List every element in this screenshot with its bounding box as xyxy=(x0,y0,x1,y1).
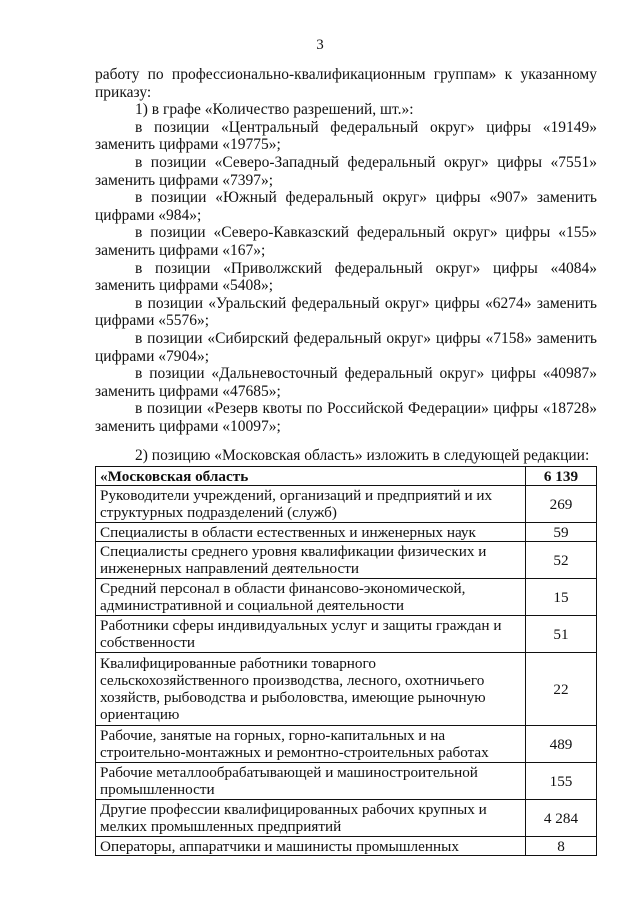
group-value: 8 xyxy=(526,837,597,856)
group-name: Работники сферы индивидуальных услуг и защиты граждан и собственности xyxy=(96,616,526,653)
table-row xyxy=(96,726,597,763)
region-name: «Московская область xyxy=(96,467,526,486)
replacement-item: в позиции «Южный федеральный округ» цифры «907» заменить цифрами «984»; xyxy=(95,189,597,224)
item2-heading: 2) позицию «Московская область» изложить в следующей редакции: xyxy=(135,447,590,464)
table-row xyxy=(96,763,597,800)
group-name: Операторы, аппаратчики и машинисты промышленных xyxy=(96,837,526,856)
replacement-item: в позиции «Резерв квоты по Российской Федерации» цифры «18728» заменить цифрами «10097»; xyxy=(95,400,597,435)
group-value: 155 xyxy=(526,763,597,800)
group-name: Руководители учреждений, организаций и предприятий и их структурных подразделений (служб) xyxy=(96,486,526,523)
table-row xyxy=(96,486,597,523)
table-header-row xyxy=(96,467,597,486)
group-name: Специалисты среднего уровня квалификации физических и инженерных направлений деятельности xyxy=(96,542,526,579)
table-row xyxy=(96,579,597,616)
replacement-item: в позиции «Центральный федеральный округ» цифры «19149» заменить цифрами «19775»; xyxy=(95,118,597,154)
moscow-region-table xyxy=(95,466,597,856)
region-total: 6 139 xyxy=(526,467,597,486)
group-name: Рабочие, занятые на горных, горно-капитальных и на строительно-монтажных и ремонтно-строительных работах xyxy=(96,726,526,763)
group-value: 52 xyxy=(526,542,597,579)
group-value: 269 xyxy=(526,486,597,523)
table-row xyxy=(96,653,597,726)
replacement-item: в позиции «Приволжский федеральный округ» цифры «4084» заменить цифрами «5408»; xyxy=(95,259,597,295)
group-value: 15 xyxy=(526,579,597,616)
table-row xyxy=(96,542,597,579)
table-row xyxy=(96,837,597,856)
table-row xyxy=(96,616,597,653)
group-name: Специалисты в области естественных и инженерных наук xyxy=(96,523,526,542)
group-name: Рабочие металлообрабатывающей и машиностроительной промышленности xyxy=(96,763,526,800)
table-row xyxy=(96,523,597,542)
group-value: 489 xyxy=(526,726,597,763)
intro-paragraph: работу по профессионально-квалификационным группам» к указанному приказу: xyxy=(95,66,597,101)
group-name: Квалифицированные работники товарного сельскохозяйственного производства, лесного, охотничьего хозяйств, рыбоводства и рыболовства, имеющие рыночную ориентацию xyxy=(96,653,526,726)
group-value: 4 284 xyxy=(526,800,597,837)
group-value: 51 xyxy=(526,616,597,653)
group-name: Другие профессии квалифицированных рабочих крупных и мелких промышленных предприятий xyxy=(96,800,526,837)
replacement-item: в позиции «Северо-Западный федеральный округ» цифры «7551» заменить цифрами «7397»; xyxy=(95,153,597,189)
replacement-item: в позиции «Сибирский федеральный округ» цифры «7158» заменить цифрами «7904»; xyxy=(95,329,597,365)
item1-heading: 1) в графе «Количество разрешений, шт.»: xyxy=(135,101,414,119)
group-name: Средний персонал в области финансово-экономической, административной и социальной деятельности xyxy=(96,579,526,616)
replacement-item: в позиции «Дальневосточный федеральный округ» цифры «40987» заменить цифрами «47685»; xyxy=(95,365,597,400)
table-row xyxy=(96,800,597,837)
page-number: 3 xyxy=(316,37,324,53)
body-text xyxy=(95,66,597,435)
group-value: 22 xyxy=(526,653,597,726)
group-value: 59 xyxy=(526,523,597,542)
replacement-item: в позиции «Уральский федеральный округ» цифры «6274» заменить цифрами «5576»; xyxy=(95,294,597,330)
replacement-item: в позиции «Северо-Кавказский федеральный округ» цифры «155» заменить цифрами «167»; xyxy=(95,224,597,259)
